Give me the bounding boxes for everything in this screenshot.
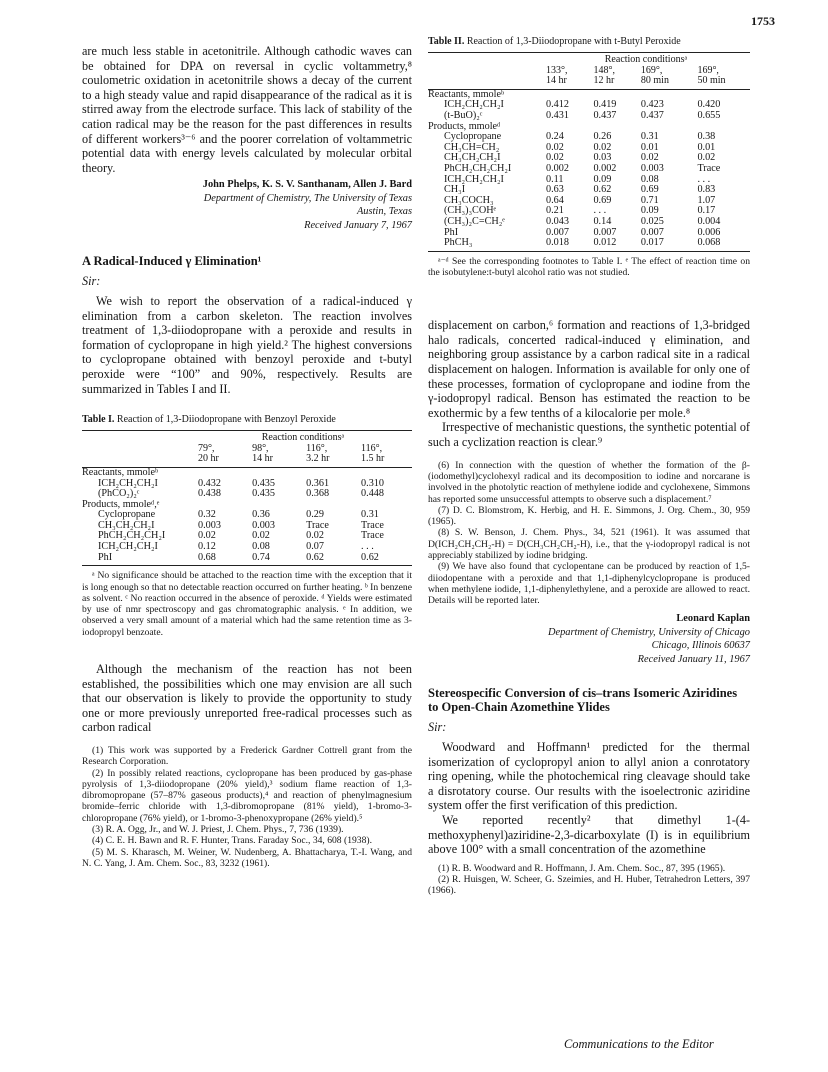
table-cell: 0.435 [252, 477, 275, 489]
table-1-time: 14 hr [248, 454, 302, 467]
reference-item: (2) In possibly related reactions, cyclopropane has been produced by gas-phase pyrolysis of 1,3-diiodopropane (20% yield),³ sodium flame reaction of 1,3-dibromopropane (57–87% gaseous products),⁴ and reaction of phenylmagnesium bromide–ferric chloride with 1,3-dibromopropane (81% yield), 1-bromo-3-chloropropane (76% yield), or 1-bromo-3-phenoxypropane (26% yield).⁵ [82, 767, 412, 824]
table-1-time: 3.2 hr [302, 454, 357, 467]
table-cell: 0.437 [593, 109, 617, 121]
table-section-title: Products, mmoleᵈ [428, 120, 501, 132]
reference-item: (1) This work was supported by a Frederick Gardner Cottrell grant from the Research Corporation. [82, 745, 412, 768]
salutation-2: Sir: [428, 720, 447, 735]
table-cell: 0.62 [593, 184, 612, 196]
table-2-body [428, 89, 750, 251]
table-cell: 0.412 [546, 99, 569, 111]
table-2-temp: 133°, [546, 64, 568, 76]
reference-item: (4) C. E. H. Bawn and R. F. Hunter, Trans. Faraday Soc., 34, 608 (1938). [92, 835, 372, 847]
table-cell: 0.29 [306, 509, 324, 521]
right-paragraph-2: Irrespective of mechanistic questions, the synthetic potential of such a cyclization reaction is clear.⁹ [428, 420, 750, 450]
byline-city: Austin, Texas [356, 206, 412, 218]
table-cell: 0.31 [361, 509, 379, 521]
page-number: 1753 [751, 14, 775, 28]
table-row-label: CH₃CH₂CH₂I [444, 152, 501, 164]
table-cell: 0.17 [697, 205, 716, 217]
table-cell: 0.68 [194, 553, 248, 566]
table-1-grid [82, 430, 412, 566]
table-cell: Trace [361, 519, 384, 531]
byline-department: Department of Chemistry, The University of Texas [203, 192, 412, 204]
table-1-temp: 116°, [361, 442, 383, 454]
table-row-label: (PhCO₂)₂ᶜ [98, 488, 140, 500]
table-cell: 0.432 [198, 477, 221, 489]
table-row [428, 217, 750, 228]
table-row-label: CH₃I [444, 184, 466, 196]
table-2-label: Table II. [428, 36, 465, 47]
article-2-paragraph-2: We reported recently² that dimethyl 1-(4-methoxyphenyl)aziridine-2,3-dicarboxylate (I) is in equilibrium above 100° with a small concentration of the azomethine [428, 813, 750, 857]
table-cell: 0.004 [697, 215, 721, 227]
table-row-label: PhCH₂CH₂CH₂I [98, 530, 166, 542]
table-cell: Trace [697, 162, 721, 174]
table-2-footnotes: ᵃ⁻ᵈ See the corresponding footnotes to Table I. ᵉ The effect of reaction time on the isobutylene:t-butyl alcohol ratio was not studied. [428, 255, 750, 278]
table-row [428, 164, 750, 175]
table-cell: 0.74 [248, 553, 302, 566]
table-2-time: 14 hr [542, 76, 589, 89]
table-row [428, 238, 750, 251]
table-cell: 0.012 [589, 238, 636, 251]
table-cell: . . . [697, 173, 711, 185]
table-1-temp: 116°, [306, 442, 328, 454]
table-2-time: 80 min [637, 76, 694, 89]
reference-item: (7) D. C. Blomstrom, K. Herbig, and H. E. Simmons, J. Org. Chem., 30, 959 (1965). [428, 504, 750, 528]
table-2 [428, 36, 750, 278]
table-cell: 0.12 [198, 541, 216, 553]
table-cell: 0.448 [361, 488, 384, 500]
table-cell: 0.14 [593, 215, 612, 227]
table-cell: . . . [593, 205, 607, 217]
intro-paragraph: are much less stable in acetonitrile. Although cathodic waves can be obtained for DPA on reversal in cyclic voltammetry,⁸ coulometric oxidation in acetonitrile shows a decay of the current to a high steady value and rapid disappearance of the radical as it is stirred away from the electrode surface. This lack of stability of the cation radical may be the reason for the past differences in results of different workers³⁻⁶ and the poorer correlation of voltammetric potential data with energy levels calculated by molecular orbital theory. [82, 44, 412, 175]
table-cell: 1.07 [697, 194, 716, 206]
table-1-temp: 98°, [252, 442, 269, 454]
table-row-label: PhCH₃ [428, 238, 542, 251]
table-cell: 0.438 [198, 488, 221, 500]
table-cell: 0.006 [697, 226, 721, 238]
reference-item: (6) In connection with the question of whether the formation of the β-(iodomethyl)cyclohexyl radical and its decomposition to iodine and norcarane is involved in the photolytic reaction of methylene iodide and cyclohexene, Simmons has reported some unsuccessful attempts to observe such a displacement.⁷ [428, 459, 750, 505]
table-cell: 0.361 [306, 477, 330, 489]
byline-kaplan [428, 612, 750, 666]
byline-authors: John Phelps, K. S. V. Santhanam, Allen J. Bard [202, 179, 412, 191]
table-cell: 0.003 [252, 519, 275, 531]
table-cell: 0.26 [593, 131, 612, 143]
table-cell: 0.62 [357, 553, 412, 566]
table-cell: 0.02 [697, 152, 716, 164]
table-2-conditions-header: Reaction conditionsᵃ [542, 53, 750, 66]
table-1-time: 20 hr [194, 454, 248, 467]
table-section-title: Reactants, mmoleᵇ [428, 88, 505, 100]
table-cell: 0.01 [697, 141, 716, 153]
table-1-time: 1.5 hr [357, 454, 412, 467]
table-row-label: CH₃CH₂CH₂I [98, 519, 155, 531]
table-cell: 0.007 [593, 226, 617, 238]
table-cell: 0.368 [306, 488, 330, 500]
table-1-caption [82, 414, 412, 426]
table-1-body [82, 467, 412, 565]
table-cell: 0.043 [546, 215, 569, 227]
table-cell: 0.24 [546, 131, 564, 143]
article-title: A Radical-Induced γ Elimination¹ [82, 253, 262, 268]
table-cell: 0.003 [198, 519, 221, 531]
table-cell: 0.83 [697, 184, 716, 196]
table-2-temp: 148°, [593, 64, 615, 76]
byline-phelps [82, 178, 412, 232]
table-2-time: 12 hr [589, 76, 636, 89]
page-footer: Communications to the Editor [564, 1037, 714, 1051]
table-cell: 0.420 [697, 99, 721, 111]
table-cell: 0.69 [640, 184, 659, 196]
table-cell: 0.02 [198, 530, 216, 542]
table-row-label: PhI [82, 553, 194, 566]
right-paragraph-1: displacement on carbon,⁶ formation and reactions of 1,3-bridged halo radicals, concerted radical-induced γ elimination, and neighboring group assistance by a carbon radical site in a radical displacement on halogen. Information is available for only one of these processes, formation of cyclopropane and iodine from the γ-iodopropyl radical. Benson has estimated the reaction to be exothermic by a few tenths of a kilocalorie per mole.⁸ [428, 318, 750, 420]
table-cell: 0.423 [640, 99, 664, 111]
table-cell: 0.017 [637, 238, 694, 251]
table-cell: 0.71 [640, 194, 659, 206]
table-2-caption-text: Reaction of 1,3-Diiodopropane with t-Butyl Peroxide [466, 36, 681, 47]
table-1-label: Table I. [82, 414, 115, 426]
table-2-grid [428, 52, 750, 252]
table-cell: 0.02 [546, 141, 564, 153]
table-cell: 0.32 [198, 509, 216, 521]
table-cell: 0.435 [252, 488, 275, 500]
table-cell: 0.02 [640, 152, 659, 164]
table-2-time: 50 min [693, 76, 750, 89]
article-2-paragraph-1: Woodward and Hoffmann¹ predicted for the thermal isomerization of cyclopropyl anion to allyl anion a conrotatory ring opening, while the photochemical ring cleavage should take a disrotatory course. Our results with the isoelectronic aziridine system offer the first verification of this prediction. [428, 740, 750, 813]
table-section-title: Reactants, mmoleᵇ [82, 466, 159, 478]
byline-received: Received January 7, 1967 [304, 219, 412, 231]
table-row [82, 553, 412, 566]
byline-city: Chicago, Illinois 60637 [651, 640, 750, 652]
table-1-temp: 79°, [198, 442, 215, 454]
table-cell: 0.36 [252, 509, 270, 521]
table-cell: 0.21 [546, 205, 564, 217]
table-cell: Trace [306, 519, 329, 531]
table-cell: Trace [361, 530, 384, 542]
table-cell: 0.08 [640, 173, 659, 185]
table-row-label: (t-BuO)₂ᶜ [444, 109, 483, 121]
table-cell: 0.02 [306, 530, 324, 542]
article-2-references [428, 863, 750, 897]
table-row-label: ICH₂CH₂CH₂I [98, 477, 158, 489]
table-cell: 0.69 [593, 194, 612, 206]
left-references [82, 745, 412, 869]
table-cell: 0.437 [640, 109, 664, 121]
table-row-label: CH₃COCH₃ [444, 194, 494, 206]
byline-author: Leonard Kaplan [676, 613, 750, 625]
article-2-title: Stereospecific Conversion of cis–trans Isomeric Aziridines to Open-Chain Azomethine Ylides [428, 686, 738, 715]
table-cell: 0.64 [546, 194, 564, 206]
table-row-label: PhCH₂CH₂CH₂I [444, 162, 512, 174]
table-cell: 0.310 [361, 477, 384, 489]
table-cell: 0.007 [640, 226, 664, 238]
reference-item: (8) S. W. Benson, J. Chem. Phys., 34, 521 (1961). It was assumed that D(ICH₂CH₂CH₂-H) = D(CH₃CH₂CH₂-H), i.e., that the γ-iodopropyl radical is not appreciably stabilized by iodine bridging. [428, 527, 750, 561]
table-row-label: PhI [444, 226, 459, 238]
table-cell: 0.01 [640, 141, 659, 153]
table-cell: 0.11 [546, 173, 564, 185]
right-references [428, 460, 750, 607]
table-2-caption [428, 36, 750, 48]
byline-received: Received January 11, 1967 [637, 653, 750, 665]
table-cell: 0.09 [593, 173, 612, 185]
table-cell: 0.02 [252, 530, 270, 542]
table-cell: 0.09 [640, 205, 659, 217]
table-cell: 0.08 [252, 541, 270, 553]
table-row-label: Cyclopropane [98, 509, 156, 521]
table-cell: 0.025 [640, 215, 664, 227]
table-row-label: ICH₂CH₂CH₂I [444, 173, 504, 185]
table-1 [82, 414, 412, 638]
table-cell: 0.002 [593, 162, 617, 174]
table-cell: 0.02 [546, 152, 564, 164]
reference-item: (1) R. B. Woodward and R. Hoffmann, J. Am. Chem. Soc., 87, 395 (1965). [438, 862, 726, 874]
table-cell: 0.419 [593, 99, 617, 111]
table-cell: 0.002 [546, 162, 569, 174]
table-row-label: ICH₂CH₂CH₂I [444, 99, 504, 111]
table-1-caption-text: Reaction of 1,3-Diiodopropane with Benzoyl Peroxide [116, 414, 336, 426]
table-cell: 0.431 [546, 109, 569, 121]
table-cell: 0.007 [546, 226, 569, 238]
table-2-temp: 169°, [697, 64, 719, 76]
reference-item: (2) R. Huisgen, W. Scheer, G. Szeimies, and H. Huber, Tetrahedron Letters, 397 (1966). [428, 874, 750, 897]
byline-department: Department of Chemistry, University of Chicago [547, 626, 750, 638]
table-cell: 0.068 [693, 238, 750, 251]
left-column [82, 44, 412, 869]
table-cell: 0.018 [542, 238, 589, 251]
table-row [428, 111, 750, 122]
table-cell: 0.02 [593, 141, 612, 153]
reference-item: (9) We have also found that cyclopentane can be produced by reaction of 1,5-diiodopentane with a peroxide and that 1,1-diphenylcyclopropane is produced when methylene iodide, 1,1-diphenylethylene, and a peroxide are allowed to react. Details will be reported later. [428, 561, 750, 607]
table-cell: . . . [361, 541, 374, 553]
table-cell: 0.38 [697, 131, 716, 143]
table-section-title: Products, mmoleᵈ,ᵉ [82, 498, 160, 510]
reference-item: (5) M. S. Kharasch, M. Weiner, W. Nudenberg, A. Bhattacharya, T.-I. Wang, and N. C. Yang, J. Am. Chem. Soc., 83, 3232 (1961). [82, 846, 412, 869]
table-1-footnotes: ᵃ No significance should be attached to the reaction time with the exception that it is long enough so that no detectable reaction occurred on further heating. ᵇ In benzene as solvent. ᶜ No reaction occurred in the absence of peroxide. ᵈ Yields were estimated by use of nmr spectroscopy and gas chromatographic analysis. ᵉ In addition, we observed a very small amount of a material which had the same retention time as 3-iodopropyl benzoate. [82, 570, 412, 638]
table-row-label: (CH₃)₂C=CH₂ᵉ [444, 215, 505, 227]
table-row-label: CH₃CH=CH₂ [444, 141, 500, 153]
table-cell: 0.31 [640, 131, 659, 143]
table-1-conditions-header: Reaction conditionsᵃ [194, 431, 412, 444]
salutation: Sir: [82, 273, 101, 288]
table-cell: 0.63 [546, 184, 564, 196]
table-cell: 0.03 [593, 152, 612, 164]
table-cell: 0.003 [640, 162, 664, 174]
table-cell: 0.655 [697, 109, 721, 121]
lower-paragraph: Although the mechanism of the reaction has not been established, the possibilities which one may envision are all such that our observation is likely to provide the opportunity to study one or more previously unreported free-radical processes such as carbon radical [82, 662, 412, 735]
table-row-label: ICH₂CH₂CH₂I [98, 541, 158, 553]
table-row-label: (CH₃)₃COHᵉ [444, 205, 497, 217]
table-cell: 0.07 [306, 541, 324, 553]
right-column [428, 36, 750, 897]
article-paragraph: We wish to report the observation of a radical-induced γ elimination from a carbon skeleton. The reaction involves treatment of 1,3-diiodopropane with a peroxide and results in formation of cyclopropane in high yield.² The highest conversions to cyclopropane obtained with benzoyl peroxide and t-butyl peroxide were “100” and 90%, respectively. Results are summarized in Tables I and II. [82, 293, 412, 396]
table-row-label: Cyclopropane [444, 131, 502, 143]
reference-item: (3) R. A. Ogg, Jr., and W. J. Priest, J. Chem. Phys., 7, 736 (1939). [92, 824, 344, 836]
table-2-temp: 169°, [640, 64, 663, 76]
table-cell: 0.62 [302, 553, 357, 566]
